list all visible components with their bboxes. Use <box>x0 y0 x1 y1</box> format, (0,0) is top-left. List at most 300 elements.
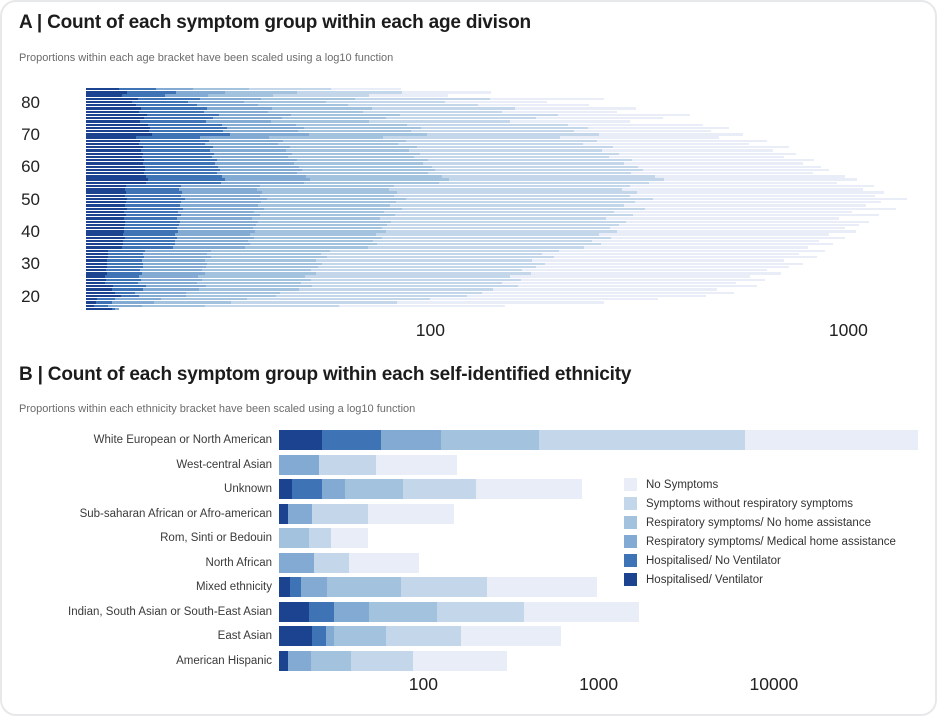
bar-segment <box>126 191 182 193</box>
bar-segment <box>230 133 309 135</box>
bar-segment <box>649 182 837 184</box>
age-bar-row <box>86 140 767 142</box>
bar-segment <box>86 237 125 239</box>
bar-segment <box>143 266 206 268</box>
age-bar-row <box>86 195 875 197</box>
bar-segment <box>256 224 387 226</box>
age-bar-row <box>86 94 448 96</box>
bar-segment <box>177 237 254 239</box>
age-bar-row <box>86 136 719 138</box>
bar-segment <box>518 285 757 287</box>
bar-segment <box>143 253 207 255</box>
bar-segment <box>439 182 649 184</box>
bar-segment <box>205 143 278 145</box>
bar-segment <box>449 178 665 180</box>
bar-segment <box>272 107 371 109</box>
age-bar-row <box>86 98 604 100</box>
bar-segment <box>311 269 522 271</box>
ethnicity-bar-row <box>279 430 918 450</box>
bar-segment <box>178 230 255 232</box>
bar-segment <box>645 208 896 210</box>
bar-segment <box>314 553 348 573</box>
bar-segment <box>305 275 511 277</box>
bar-segment <box>144 117 213 119</box>
count-tick-label: 1000 <box>579 674 619 694</box>
age-tick-label: 30 <box>21 254 40 274</box>
bar-segment <box>250 233 376 235</box>
bar-segment <box>205 272 316 274</box>
bar-segment <box>368 246 585 248</box>
bar-segment <box>334 602 369 622</box>
bar-segment <box>86 114 147 116</box>
bar-segment <box>372 107 516 109</box>
age-bar-row <box>86 285 757 287</box>
bar-segment <box>97 298 115 300</box>
ethnicity-bar-row <box>279 602 639 622</box>
bar-segment <box>177 217 252 219</box>
age-bar-row <box>86 275 750 277</box>
bar-segment <box>619 224 859 226</box>
bar-segment <box>86 246 122 248</box>
age-bar-row <box>86 237 845 239</box>
legend <box>624 475 896 589</box>
bar-segment <box>105 275 138 277</box>
bar-segment <box>86 94 122 96</box>
bar-segment <box>108 256 145 258</box>
bar-segment <box>331 88 401 90</box>
bar-segment <box>119 88 156 90</box>
age-bar-row <box>86 259 784 261</box>
bar-segment <box>176 91 225 93</box>
bar-segment <box>121 295 139 297</box>
bar-segment <box>144 159 217 161</box>
bar-segment <box>106 269 140 271</box>
bar-segment <box>108 305 141 307</box>
bar-segment <box>334 626 386 646</box>
bar-segment <box>389 188 622 190</box>
bar-segment <box>406 140 597 142</box>
bar-segment <box>125 221 180 223</box>
age-bar-row <box>86 204 866 206</box>
bar-segment <box>531 272 781 274</box>
bar-segment <box>610 227 845 229</box>
bar-segment <box>123 233 175 235</box>
count-tick-label: 100 <box>408 674 438 694</box>
bar-segment <box>387 224 619 226</box>
bar-segment <box>139 143 205 145</box>
bar-segment <box>283 140 406 142</box>
ethnicity-label: West-central Asian <box>176 458 272 471</box>
ethnicity-label: Rom, Sinti or Bedouin <box>160 532 272 544</box>
bar-segment <box>260 195 394 197</box>
bar-segment <box>140 120 205 122</box>
age-bar-row <box>86 149 773 151</box>
bar-segment <box>107 266 142 268</box>
bar-segment <box>276 295 467 297</box>
bar-segment <box>86 253 108 255</box>
bar-segment <box>630 185 874 187</box>
bar-segment <box>175 233 249 235</box>
bar-segment <box>279 504 288 524</box>
bar-segment <box>319 455 376 475</box>
bar-segment <box>138 98 200 100</box>
bar-segment <box>536 117 663 119</box>
bar-segment <box>394 185 630 187</box>
bar-segment <box>376 455 457 475</box>
age-bar-row <box>86 88 401 90</box>
bar-segment <box>148 178 225 180</box>
bar-segment <box>86 266 107 268</box>
bar-segment <box>532 259 783 261</box>
bar-segment <box>254 237 382 239</box>
bar-segment <box>135 292 186 294</box>
bar-segment <box>180 221 258 223</box>
bar-segment <box>304 182 439 184</box>
age-bar-row <box>86 230 856 232</box>
bar-segment <box>175 243 250 245</box>
bar-segment <box>279 553 314 573</box>
bar-segment <box>282 117 386 119</box>
bar-segment <box>401 577 487 597</box>
bar-segment <box>211 250 329 252</box>
age-bar-row <box>86 130 711 132</box>
bar-segment <box>207 107 273 109</box>
bar-segment <box>115 308 119 310</box>
age-bar-row <box>86 127 729 129</box>
age-bar-row <box>86 233 829 235</box>
bar-segment <box>635 201 882 203</box>
age-bar-row <box>86 288 717 290</box>
bar-segment <box>351 651 413 671</box>
bar-segment <box>558 114 691 116</box>
bar-segment <box>606 217 839 219</box>
bar-segment <box>86 101 132 103</box>
bar-segment <box>631 172 812 174</box>
bar-segment <box>583 143 749 145</box>
bar-segment <box>124 230 178 232</box>
bar-segment <box>402 208 645 210</box>
bar-segment <box>421 127 588 129</box>
bar-segment <box>94 305 108 307</box>
bar-segment <box>86 263 107 265</box>
bar-segment <box>390 204 624 206</box>
bar-segment <box>253 227 382 229</box>
bar-segment <box>327 577 401 597</box>
bar-segment <box>502 282 736 284</box>
bar-segment <box>301 577 327 597</box>
bar-segment <box>142 259 205 261</box>
bar-segment <box>321 253 542 255</box>
bar-segment <box>86 117 144 119</box>
age-bar-row <box>86 272 781 274</box>
bar-segment <box>86 233 123 235</box>
bar-segment <box>349 553 420 573</box>
bar-segment <box>86 240 123 242</box>
bar-segment <box>206 120 271 122</box>
bar-segment <box>322 479 345 499</box>
count-tick-label: 1000 <box>828 320 868 340</box>
ethnicity-label: East Asian <box>217 630 272 642</box>
bar-segment <box>222 124 296 126</box>
bar-segment <box>143 263 207 265</box>
bar-segment <box>297 159 428 161</box>
bar-segment <box>126 201 182 203</box>
bar-segment <box>148 124 222 126</box>
bar-segment <box>599 233 829 235</box>
bar-segment <box>476 479 582 499</box>
bar-segment <box>632 159 815 161</box>
bar-segment <box>290 146 417 148</box>
bar-segment <box>149 130 224 132</box>
bar-segment <box>622 188 863 190</box>
bar-segment <box>96 301 112 303</box>
age-tick-label: 20 <box>21 286 40 306</box>
panel-b-title: B | Count of each symptom group within each self-identified ethnicity <box>19 364 632 385</box>
bar-segment <box>200 136 270 138</box>
bar-segment <box>278 143 397 145</box>
bar-segment <box>112 288 143 290</box>
bar-segment <box>86 250 108 252</box>
bar-segment <box>144 172 217 174</box>
bar-segment <box>382 237 610 239</box>
bar-segment <box>279 651 288 671</box>
bar-segment <box>398 143 584 145</box>
bar-segment <box>611 237 845 239</box>
bar-segment <box>258 221 391 223</box>
bar-segment <box>261 201 396 203</box>
age-bar-row <box>86 120 630 122</box>
bar-segment <box>86 140 140 142</box>
age-bar-row <box>86 292 735 294</box>
bar-segment <box>122 246 173 248</box>
bar-segment <box>86 256 108 258</box>
ethnicity-label: White European or North American <box>93 434 272 446</box>
age-bar-row <box>86 191 884 193</box>
bar-segment <box>142 272 204 274</box>
age-bar-row <box>86 111 617 113</box>
bar-segment <box>386 626 461 646</box>
bar-segment <box>510 120 630 122</box>
bar-segment <box>206 266 318 268</box>
bar-segment <box>310 178 449 180</box>
ethnicity-label: Unknown <box>224 483 272 495</box>
bar-segment <box>588 127 729 129</box>
bar-segment <box>86 136 136 138</box>
legend-label: No Symptoms <box>646 478 719 491</box>
bar-segment <box>197 104 258 106</box>
bar-segment <box>220 169 302 171</box>
bar-segment <box>554 256 817 258</box>
bar-segment <box>145 250 211 252</box>
bar-segment <box>592 240 819 242</box>
age-tick-label: 50 <box>21 189 40 209</box>
bar-segment <box>260 185 394 187</box>
bar-segment <box>139 295 187 297</box>
bar-segment <box>202 279 311 281</box>
bar-segment <box>204 111 269 113</box>
bar-segment <box>86 269 106 271</box>
bar-segment <box>145 166 218 168</box>
bar-segment <box>86 104 136 106</box>
age-bar-row <box>86 305 505 307</box>
bar-segment <box>326 626 334 646</box>
legend-item <box>624 532 896 551</box>
bar-segment <box>482 292 735 294</box>
bar-segment <box>86 143 139 145</box>
legend-swatch <box>624 554 637 567</box>
bar-segment <box>638 166 822 168</box>
legend-item <box>624 494 896 513</box>
bar-segment <box>326 101 445 103</box>
bar-segment <box>244 101 326 103</box>
bar-segment <box>86 298 97 300</box>
bar-segment <box>267 198 407 200</box>
bar-segment <box>86 211 124 213</box>
bar-segment <box>633 214 879 216</box>
bar-segment <box>299 288 493 290</box>
age-bar-row <box>86 117 663 119</box>
bar-segment <box>193 88 249 90</box>
bar-segment <box>624 162 803 164</box>
age-bar-row <box>86 263 803 265</box>
bar-segment <box>142 305 206 307</box>
bar-segment <box>143 288 199 290</box>
bar-segment <box>86 201 126 203</box>
ethnicity-bar-row <box>279 528 368 548</box>
bar-segment <box>115 292 134 294</box>
age-bar-row <box>86 175 845 177</box>
age-bar-row <box>86 188 863 190</box>
bar-segment <box>574 130 711 132</box>
bar-segment <box>286 149 410 151</box>
bar-segment <box>86 182 146 184</box>
bar-segment <box>188 101 244 103</box>
bar-segment <box>180 204 258 206</box>
legend-item <box>624 475 896 494</box>
bar-segment <box>382 227 609 229</box>
bar-segment <box>123 240 175 242</box>
age-bar-row <box>86 185 874 187</box>
count-tick-label: 100 <box>415 320 445 340</box>
bar-segment <box>402 91 492 93</box>
age-bar-row <box>86 133 743 135</box>
bar-segment <box>318 266 536 268</box>
bar-segment <box>411 130 574 132</box>
bar-segment <box>539 430 745 450</box>
bar-segment <box>185 198 267 200</box>
age-bar-row <box>86 243 833 245</box>
age-bar-row <box>86 217 839 219</box>
bar-segment <box>150 127 227 129</box>
bar-segment <box>269 136 383 138</box>
bar-segment <box>291 114 401 116</box>
bar-segment <box>140 269 202 271</box>
age-bar-row <box>86 250 825 252</box>
bar-segment <box>106 279 140 281</box>
bar-segment <box>86 162 143 164</box>
bar-segment <box>143 146 213 148</box>
bar-segment <box>249 88 331 90</box>
bar-segment <box>311 279 521 281</box>
bar-segment <box>209 140 284 142</box>
age-bar-row <box>86 201 881 203</box>
legend-swatch <box>624 478 637 491</box>
bar-segment <box>369 94 448 96</box>
bar-segment <box>312 504 368 524</box>
bar-segment <box>222 175 306 177</box>
bar-segment <box>125 224 179 226</box>
bar-segment <box>510 275 749 277</box>
bar-segment <box>86 172 144 174</box>
bar-segment <box>141 279 202 281</box>
bar-segment <box>502 111 618 113</box>
bar-segment <box>327 256 553 258</box>
bar-segment <box>288 651 311 671</box>
bar-segment <box>208 94 274 96</box>
bar-segment <box>214 153 293 155</box>
age-tick-label: 60 <box>21 157 40 177</box>
bar-segment <box>602 149 774 151</box>
bar-segment <box>161 298 247 300</box>
bar-segment <box>122 94 165 96</box>
bar-segment <box>478 104 589 106</box>
bar-segment <box>568 124 704 126</box>
bar-segment <box>227 127 304 129</box>
bar-segment <box>391 221 626 223</box>
ethnicity-bar-row <box>279 455 457 475</box>
bar-segment <box>86 282 105 284</box>
bar-segment <box>146 175 222 177</box>
bar-segment <box>126 185 181 187</box>
bar-segment <box>413 651 507 671</box>
bar-segment <box>86 130 149 132</box>
bar-segment <box>212 156 289 158</box>
ethnicity-label: Mixed ethnicity <box>195 581 272 593</box>
bar-segment <box>521 279 765 281</box>
legend-label: Respiratory symptoms/ No home assistance <box>646 516 871 529</box>
age-tick-label: 40 <box>21 221 40 241</box>
bar-segment <box>745 430 917 450</box>
bar-segment <box>86 292 115 294</box>
bar-segment <box>86 295 121 297</box>
bar-segment <box>441 430 540 450</box>
age-tick-label: 70 <box>21 124 40 144</box>
bar-segment <box>279 455 319 475</box>
bar-segment <box>186 295 276 297</box>
bar-segment <box>225 91 297 93</box>
bar-segment <box>614 211 851 213</box>
legend-label: Symptoms without respiratory symptoms <box>646 497 854 510</box>
bar-segment <box>219 114 291 116</box>
bar-segment <box>584 246 808 248</box>
bar-segment <box>522 269 767 271</box>
bar-segment <box>397 301 604 303</box>
bar-segment <box>376 233 599 235</box>
bar-segment <box>86 146 143 148</box>
bar-segment <box>414 156 609 158</box>
age-bar-row <box>86 253 799 255</box>
bar-segment <box>145 169 219 171</box>
bar-segment <box>86 204 125 206</box>
bar-segment <box>309 602 334 622</box>
bar-segment <box>403 479 475 499</box>
bar-segment <box>626 221 869 223</box>
bar-segment <box>294 162 423 164</box>
age-bar-row <box>86 198 907 200</box>
bar-segment <box>125 204 180 206</box>
bar-segment <box>200 98 262 100</box>
bar-segment <box>442 175 654 177</box>
